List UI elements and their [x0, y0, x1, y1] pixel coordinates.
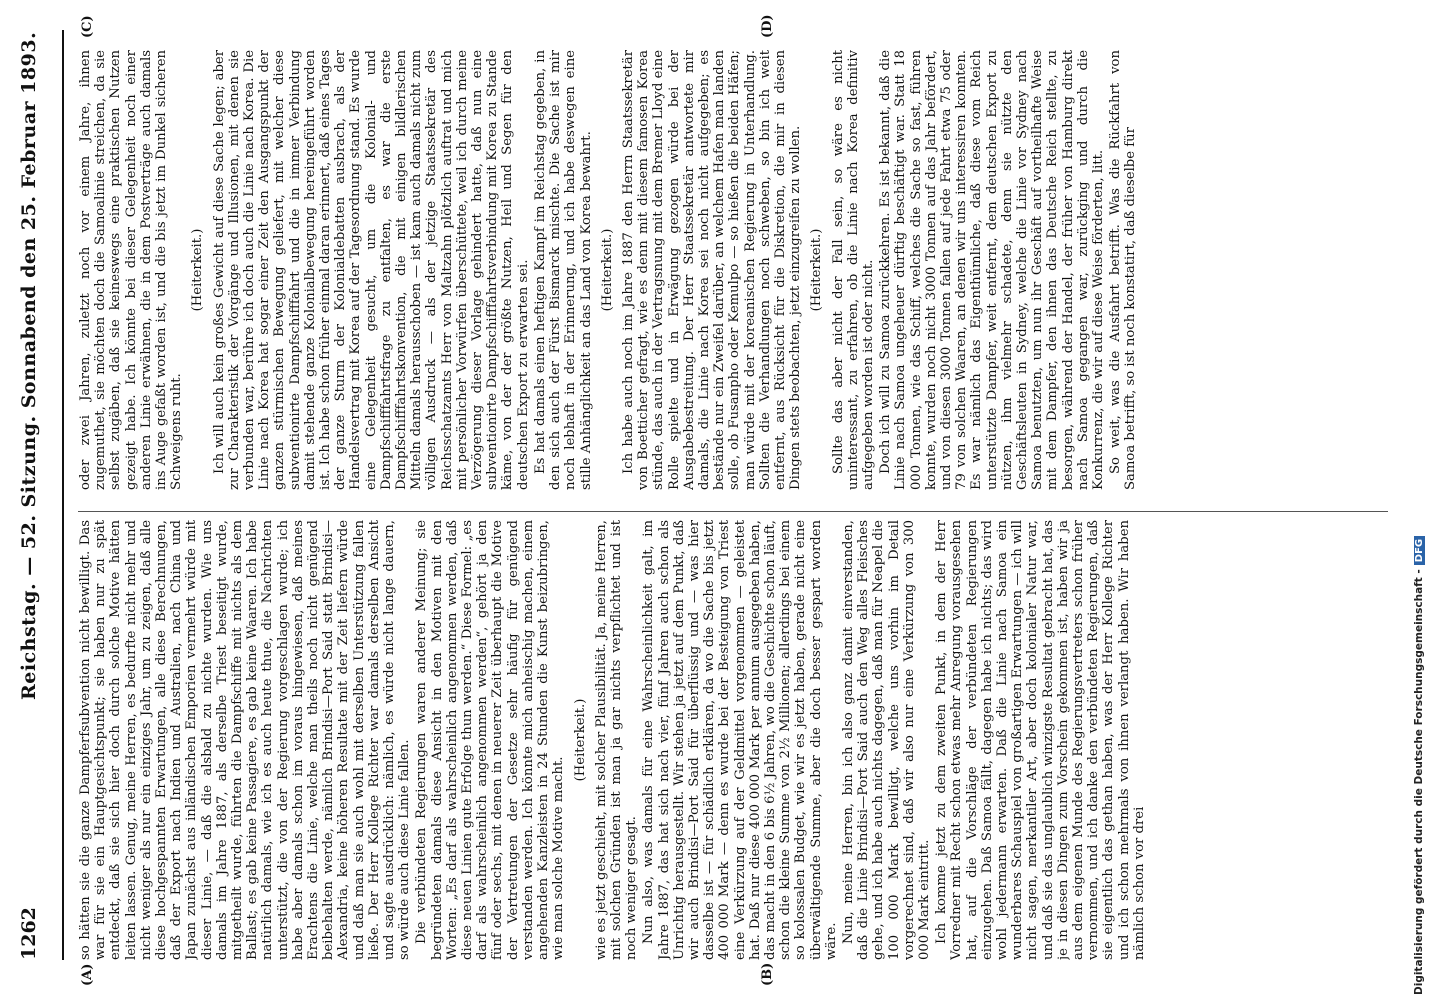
paragraph: Es hat damals einen heftigen Kampf im Reichstag gegeben, in den sich auch der Fürst Bismarck mischte. Die Sache ist mir noch lebhaft in der Erinnerung, und ich habe deswegen eine stille Anhänglichkeit an das Land von Korea bewahrt.: [532, 50, 594, 490]
margin-marker-a: (A): [80, 963, 95, 986]
laughter-note: (Heiterkeit.): [190, 228, 206, 312]
digitization-credit: [1413, 536, 1425, 995]
paragraph: Sollte das aber nicht der Fall sein, so wäre es nicht uninteressant, zu erfahren, ob die Linie nach Korea definitiv aufgegeben worden ist oder nicht.: [830, 50, 876, 490]
paragraph: oder zwei Jahren, zuletzt noch vor einem Jahre, ihnen zugemuthet, sie möchten doch die Samoalinie streichen, da sie selbst zugäben, daß sie keineswegs eine praktischen Nutzen gezeigt habe. Ich könnte bei dieser Gelegenheit noch einer anderen Linie erwähnen, die in dem Postverträge auch damals ins Auge gefaßt worden ist, und die bis jetzt im Dunkel sicheren Schweigens ruht.: [78, 50, 185, 490]
paragraph: Ich habe auch noch im Jahre 1887 den Herrn Staatssekretär von Boetticher gefragt, wie es denn mit diesem famosen Korea stünde, das auch in der Vertragsnung mit dem Bremer Lloyd eine Rolle spielte und in Erwägung gezogen würde bei der Ausgabebestreitung. Der Herr Staatssekretär antwortete mir damals, die Linie nach Korea sei noch nicht aufgegeben; es bestände nur ein Zweifel darüber, an welchem Hafen man landen solle, ob Fusanpho oder Kemulpo — so hießen die beiden Häfen; man würde mit der koreanischen Regierung in Unterhandlung. Sollten die Verhandlungen noch schweben, so bin ich weit entfernt, aus Rücksicht für die Diskretion, die mir in diesen Dingen stets beobachten, jetzt einzugreifen zu wollen.: [620, 50, 804, 490]
page-header: [18, 30, 68, 960]
paragraph: wie es jetzt geschieht, mit solcher Plausibilität. Ja, meine Herren, mit solchen Gründen ist man ja gar nichts verpflichtet und ist noch weniger gesagt.: [593, 520, 640, 960]
page-number: 1262: [18, 907, 40, 960]
margin-marker-b: (B): [760, 962, 775, 986]
paragraph: Ich komme jetzt zu dem zweiten Punkt, in dem der Herr Vorredner mit Recht schon etwas mehr Anregung vorausgesehen hat, auf die Vorschläge der verbündeten Regierungen einzugehen. Daß Samoa fällt, dagegen habe ich nichts; das wird wohl jedermann erwarten. Daß die Linie nach Samoa ein wunderbares Schauspiel von großartigen Erwartungen — ich will nicht sagen, merkantiler Art, aber doch kolonialer Natur war, und daß sie das unglaublich winzigste Resultat gebracht hat, das je in diesen Dingen zum Vorschein gekommen ist, haben wir ja aus dem eigenen Munde des Regierungsvertreters schon früher vernommen, und ich danke den verbündeten Regierungen, daß sie eigentlich das gethan haben, was der Herr Kollege Richter und ich schon mehrmals von ihnen verlangt haben. Wir haben nämlich schon vor drei: [934, 520, 1147, 960]
laughter-note: (Heiterkeit.): [809, 228, 825, 312]
paragraph: So weit, was die Ausfahrt betrifft. Was die Rückfahrt von Samoa betrifft, so ist noch konstatirt, daß dieselbe für: [1108, 50, 1139, 490]
paragraph: Doch ich will zu Samoa zurückkehren. Es ist bekannt, daß die Linie nach Samoa ungeheuer dürftig beschäftigt war. Statt 18 000 Tonnen, wie das Schiff, welches die Sache so fast, führen konnte, wurden noch nicht 3000 Tonnen auf das Jahr befördert, und von diesen 3000 Tonnen fallen auf jede Fahrt etwa 75 oder 79 von solchen Waaren, an denen wir uns interessiren konnten. Es war nämlich das Eigenthümliche, daß diese vom Reich unterstützte Dampfer, weit entfernt, dem deutschen Export zu nützen, ihm vielmehr schadete, denn sie nützte den Geschäftsleuten in Sydney, welche die Linie vor Sydney nach Samoa benutzten, um nun ihr Geschäft auf vortheilhafte Weise mit dem Dampfer, den ihnen das Deutsche Reich stellte, zu besorgen, während der Handel, der früher von Hamburg direkt nach Samoa gegangen war, zurückging und durch die Konkurrenz, die wir auf diese Weise förderten, litt.: [878, 50, 1106, 490]
dfg-logo: DFG: [1414, 536, 1425, 565]
paragraph: Die verbündeten Regierungen waren anderer Meinung; sie begründeten damals diese Ansicht in den Motiven mit den Worten: „Es darf als wahrscheinlich angenommen werden, daß diese neuen Linien gute Erfolge thun werden.“ Diese Formel: „es darf als wahrscheinlich angenommen werden“, gehört ja den fünf oder sechs, mit denen in neuerer Zeit überhaupt die Motive der Vertretungen der Gesetze sehr häufig für genügend verstanden werden. Ich könnte mich anheischig machen, einem angehenden Kanzleisten in 24 Stunden die Kunst beizubringen, wie man solche Motive macht.: [414, 520, 567, 960]
left-column: [78, 520, 1388, 960]
page-title: Reichstag. — 52. Sitzung. Sonnabend den 25. Februar 1893.: [18, 31, 40, 700]
laughter-note: (Heiterkeit.): [599, 228, 615, 312]
credit-text: Digitalisierung gefördert durch die Deutsche Forschungsgemeinschaft -: [1413, 569, 1425, 995]
paragraph: so hätten sie die ganze Dampferfsubvention nicht bewilligt. Das war für sie ein Hauptgesichtspunkt; sie haben nur zu spät entdeckt, daß sie sich hier doch durch solche Motive hätten leiten lassen. Genug, meine Herren, es bedurfte nicht mehr und nicht weniger als nur ein einziges Jahr, um zu zeigen, daß alle diese hochgespannten Erwartungen, alle diese Berechnungen, daß der Export nach Indien und Australien, nach China und Japan zunächst aus inländischen Emporien vermehrt würde mit dieser Linie, — daß die alsbald zu nichte wurden. Wie uns damals im Jahre 1887, als derselbe Triest beseitigt wurde, mitgetheilt wurde, führten die Dampfschiffe mit nichts als dem Ballast; es gab keine Passagiere, es gab keine Waaren. Ich habe natürlich damals, wie ich es auch heute thue, die Nachrichten unterstützt, die von der Regierung vorgeschlagen wurde; ich habe aber damals schon im voraus hingewiesen, daß meines Erachtens die Linie, welche man theils noch nicht genügend beibehalten werde, nämlich Brindisi—Port Said statt Brindisi—Alexandria, keine höheren Resultate mit der Zeit liefern würde und daß man sie auch wohl mit derselben Unterstützung fallen ließe. Der Herr Kollege Richter war damals derselben Ansicht und sagte ausdrücklich: nämlich, es würde nicht lange dauern, so würde auch diese Linie fallen.: [78, 520, 413, 960]
margin-marker-d: (D): [760, 14, 775, 38]
right-column: [78, 50, 1388, 490]
paragraph: Nun, meine Herren, bin ich also ganz damit einverstanden, daß die Linie Brindisi—Port Said auch den Weg alles Fleisches gehe, und ich habe auch nichts dagegen, daß man für Neapel die 100 000 Mark bewilligt, welche uns vorhin im Detail vorgerechnet sind, daß wir also nur eine Verkürzung von 300 000 Mark eintritt.: [840, 520, 932, 960]
paragraph: Ich will auch kein großes Gewicht auf diese Sache legen; aber zur Charakteristik der Vorgänge und Illusionen, mit denen sie verbunden war, berühre ich doch auch die Linie nach Korea. Die Linie nach Korea hat sogar einer Zeit den Ausgangspunkt der ganzen stürmischen Bewegung geliefert, mit welcher diese subventionirte Dampfschifffahrt und die in immer Verbindung damit stehende ganze Kolonialbewegung hereingeführt worden ist. Ich habe schon früher einmal daran erinnert, daß eines Tages der ganze Sturm der Kolonialdebatten ausbrach, als der Handelsvertrag mit Korea auf der Tagesordnung stand. Es wurde eine Gelegenheit gesucht, um die Kolonial- und Dampfschifffahrtsfrage zu entfalten, es war die erste Dampfschifffahrtskonvention, die mit einigen bildlerischen Mitteln damals herausschoben — ist kam auch damals nicht zum völligen Ausdruck — als der jetzige Staatssekretär des Reichsschatzamts Herr von Maltzahn plötzlich auftrat und mich mit persönlicher Vorwürfen überschüttete, weil ich durch meine Verzögerung dieser Vorlage gehindert hatte, daß nun eine subventionirte Dampfschifffahrtsverbindung mit Korea zu Stande käme, von der der größte Nutzen, Heil und Segen für den deutschen Export zu erwarten sei.: [211, 50, 531, 490]
laughter-note: (Heiterkeit.): [572, 698, 588, 782]
margin-marker-c: (C): [80, 15, 95, 38]
paragraph: Nun also, was damals für eine Wahrscheinlichkeit galt, im Jahre 1887, das hat sich nach vier, fünf Jahren auch schon als Unrichtig herausgestellt. Wir stehen ja jetzt auf dem Punkt, daß wir auch Brindisi—Port Said für überflüssig und — was hier dasselbe ist — für schädlich erklären, da wo die Sache bis jetzt 400 000 Mark — denn es wurde bei der Besteigung von Triest eine Verkürzung auf der Geldmittel vorgenommen — geleistet hat. Daß nur diese 400 000 Mark per annum ausgegeben haben, das macht in den 6 bis 6½ Jahren, wo die Geschichte schon läuft, schon die kleine Summe von 2½ Millionen; allerdings bei einem so kolossalen Budget, wie wir es jetzt haben, gerade nicht eine überwältigende Summe, aber die doch besser gespart worden wäre.: [641, 520, 839, 960]
header-rule: [62, 30, 64, 960]
column-divider: [78, 511, 1388, 512]
